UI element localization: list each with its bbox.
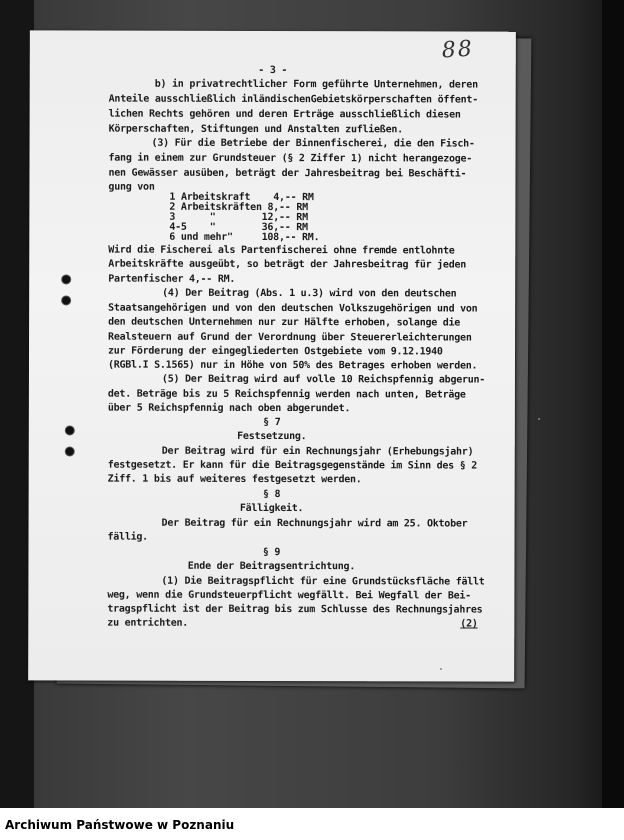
- punch-hole: [65, 446, 75, 456]
- text-line: gung von: [108, 181, 155, 193]
- text-line: (RGBl.I S.1565) nur in Höhe von 50% des Betrages erhoben werden.: [107, 359, 478, 372]
- text-line: festgesetzt. Er kann für die Beitragsgegenstände im Sinn des § 2: [107, 459, 478, 472]
- continuation-marker: (2): [460, 618, 478, 630]
- text-line: fang in einem zur Grundsteuer (§ 2 Ziffer 1) nicht herangezoge-: [108, 152, 473, 165]
- text-line: weg, wenn die Grundsteuerpflicht wegfällt. Bei Wegfall der Bei-: [107, 589, 471, 602]
- table-row: 4-5 " 36,-- RM: [169, 221, 308, 234]
- section-heading: Festsetzung.: [237, 430, 307, 443]
- scan-dark-edge-right: [602, 0, 624, 808]
- text-line: Partenfischer 4,-- RM.: [108, 273, 236, 285]
- text-line: Ziff. 1 bis auf weiteres festgesetzt werden.: [107, 473, 362, 486]
- text-line: Arbeitskräfte ausgeübt, so beträgt der Jahresbeitrag für jeden: [108, 258, 467, 271]
- footer-bar: [0, 808, 624, 840]
- text-line: zu entrichten.: [107, 617, 189, 629]
- text-line: Anteile ausschließlich inländischenGebietskörperschaften öffent-: [108, 93, 478, 106]
- section-number: § 7: [263, 416, 281, 429]
- section-heading: Fälligkeit.: [239, 502, 304, 515]
- text-line: (4) Der Beitrag (Abs. 1 u.3) wird von den deutschen: [162, 287, 457, 300]
- text-line: (3) Für die Betriebe der Binnenfischerei, die den Fisch-: [151, 137, 475, 150]
- speck: [538, 418, 540, 420]
- section-heading: Ende der Beitragsentrichtung.: [187, 560, 356, 573]
- section-number: § 8: [262, 488, 281, 501]
- text-line: tragspflicht ist der Beitrag bis zum Schlusse des Rechnungsjahres: [107, 603, 483, 616]
- text-line: Wird die Fischerei als Partenfischerei ohne fremde entlohnte: [108, 244, 455, 257]
- punch-hole: [61, 295, 71, 305]
- folio-number: 88: [440, 36, 475, 64]
- text-line: Körperschaften, Stiftungen und Anstalten zufließen.: [108, 123, 403, 136]
- text-line: det. Beträge bis zu 5 Reichspfennig werden nach unten, Beträge: [107, 388, 466, 401]
- table-row: 1 Arbeitskraft 4,-- RM: [169, 191, 314, 204]
- text-line: Der Beitrag wird für ein Rechnungsjahr (Erhebungsjahr): [161, 445, 474, 458]
- table-row: 6 und mehr" 108,-- RM.: [169, 231, 320, 244]
- table-row: 2 Arbeitskräften 8,-- RM: [169, 201, 308, 214]
- text-line: fällig.: [107, 531, 148, 543]
- punch-hole: [61, 274, 71, 284]
- text-line: (1) Die Beitragspflicht für eine Grundstücksfläche fällt: [161, 575, 485, 588]
- page-number: - 3 -: [258, 64, 288, 77]
- document-page: [28, 30, 516, 681]
- speck: [440, 668, 442, 670]
- text-line: über 5 Reichspfennig nach oben abgerundet.: [107, 402, 351, 415]
- text-line: (5) Der Beitrag wird auf volle 10 Reichspfennig abgerun-: [161, 373, 486, 386]
- text-line: lichen Rechts gehören und deren Erträge ausschließlich diesen: [108, 108, 461, 121]
- section-number: § 9: [262, 546, 281, 559]
- archive-name: Archiwum Państwowe w Poznaniu: [5, 818, 235, 832]
- text-line: Realsteuern auf Grund der Verordnung über Steuererleichterungen: [108, 331, 472, 344]
- text-line: b) in privatrechtlicher Form geführte Unternehmen, deren: [154, 78, 478, 91]
- text-line: Staatsangehörigen und von den deutschen Volkszugehörigen und von: [108, 302, 478, 315]
- text-line: den deutschen Unternehmen nur zur Hälfte erhoben, solange die: [108, 316, 461, 329]
- text-line: nen Gewässer ausüben, beträgt der Jahresbeitrag bei Beschäfti-: [108, 167, 467, 180]
- text-line: zur Förderung der eingegliederten Ostgebiete vom 9.12.1940: [107, 345, 443, 358]
- table-row: 3 " 12,-- RM: [169, 211, 308, 224]
- text-line: Der Beitrag für ein Rechnungsjahr wird am 25. Oktober: [161, 517, 468, 530]
